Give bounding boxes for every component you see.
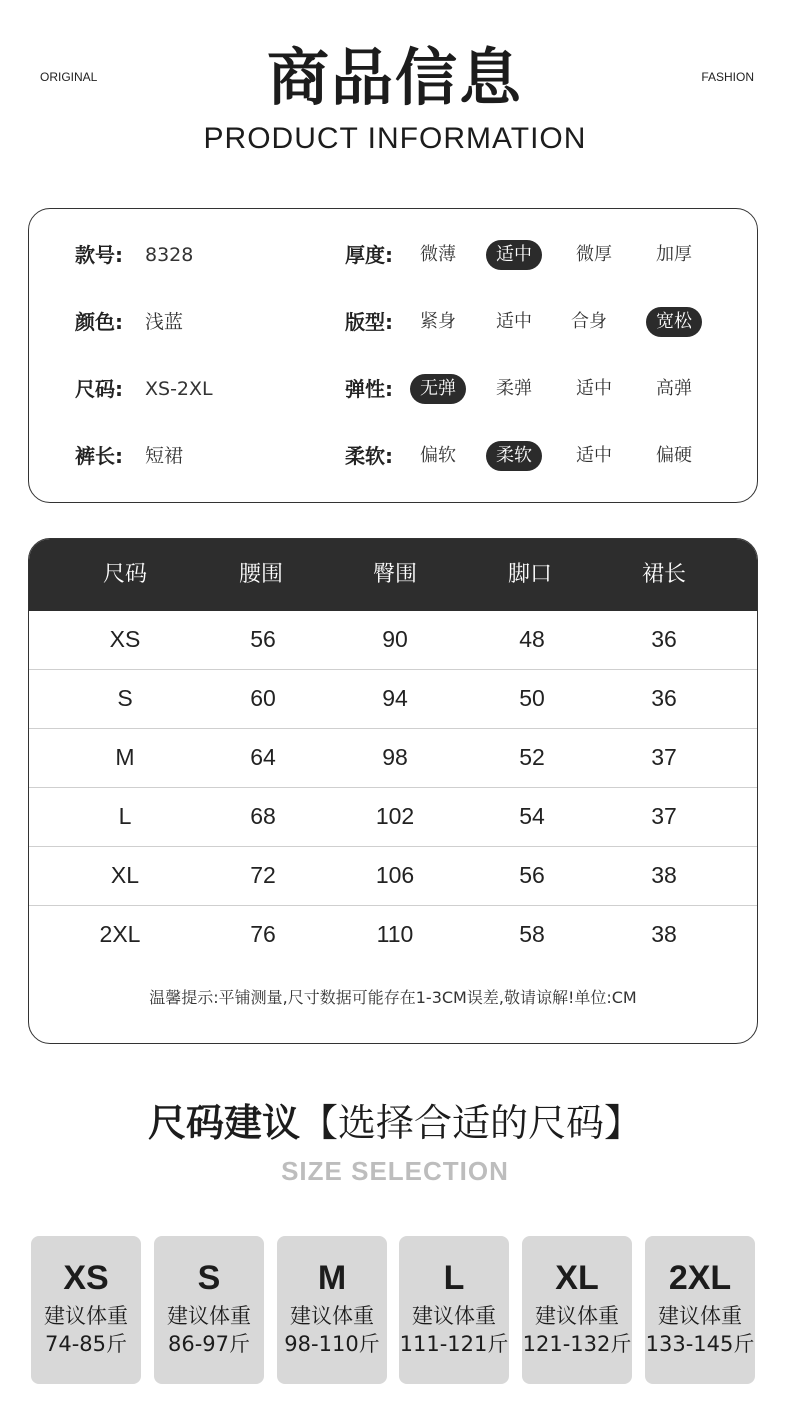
softness-option: 适中 bbox=[576, 445, 612, 466]
table-cell: 56 bbox=[519, 862, 545, 888]
column-header: 裙长 bbox=[641, 562, 686, 587]
table-cell: 64 bbox=[250, 744, 276, 770]
page-title: 商品信息 bbox=[266, 41, 523, 114]
size-card-xs bbox=[31, 1236, 141, 1384]
size-range-label: 尺码: bbox=[75, 377, 123, 401]
table-cell: 56 bbox=[250, 626, 276, 652]
size-card-xl bbox=[522, 1236, 632, 1384]
size-card-size: XL bbox=[555, 1259, 599, 1297]
thickness-option: 微厚 bbox=[576, 244, 612, 265]
table-cell: M bbox=[115, 744, 135, 770]
softness-option: 偏软 bbox=[420, 445, 456, 466]
table-cell: 2XL bbox=[99, 921, 141, 947]
info-row bbox=[29, 238, 757, 272]
table-cell: S bbox=[117, 685, 133, 711]
table-cell: 36 bbox=[651, 626, 677, 652]
table-row bbox=[29, 847, 757, 906]
thickness-option: 微薄 bbox=[420, 244, 456, 265]
size-card-label: 建议体重 bbox=[290, 1304, 374, 1328]
size-card-label: 建议体重 bbox=[658, 1304, 742, 1328]
fit-option: 合身 bbox=[571, 311, 607, 332]
softness-label: 柔软: bbox=[345, 444, 393, 468]
size-selection-subtitle: SIZE SELECTION bbox=[281, 1156, 509, 1186]
table-cell: 76 bbox=[250, 921, 276, 947]
size-selection-title-rest: 【选择合适的尺码】 bbox=[300, 1101, 643, 1145]
length-value: 短裙 bbox=[145, 445, 184, 467]
table-cell: 60 bbox=[250, 685, 276, 711]
table-cell: 37 bbox=[651, 803, 677, 829]
size-card-weight: 86-97斤 bbox=[167, 1332, 251, 1356]
softness-option-selected: 柔软 bbox=[486, 441, 542, 471]
info-row bbox=[29, 305, 757, 339]
size-selection-title bbox=[0, 1098, 790, 1148]
table-row bbox=[29, 611, 757, 670]
size-card-s bbox=[154, 1236, 264, 1384]
size-range-value: XS-2XL bbox=[145, 378, 213, 400]
column-header: 尺码 bbox=[102, 562, 147, 587]
elasticity-label: 弹性: bbox=[345, 377, 393, 401]
table-cell: 98 bbox=[382, 744, 408, 770]
size-selection-title-bold: 尺码建议 bbox=[147, 1101, 300, 1145]
size-card-size: M bbox=[317, 1259, 347, 1297]
table-row bbox=[29, 670, 757, 729]
fit-option-selected: 宽松 bbox=[646, 307, 702, 337]
table-cell: 58 bbox=[519, 921, 545, 947]
size-card-size: S bbox=[197, 1259, 221, 1297]
table-cell: 110 bbox=[376, 921, 414, 947]
size-card-weight: 121-132斤 bbox=[522, 1332, 632, 1356]
column-header: 脚口 bbox=[507, 562, 552, 587]
elasticity-option: 柔弹 bbox=[496, 378, 532, 399]
softness-option: 偏硬 bbox=[656, 445, 692, 466]
style-number-label: 款号: bbox=[75, 243, 123, 267]
fit-label: 版型: bbox=[345, 310, 393, 334]
size-card-weight: 111-121斤 bbox=[399, 1332, 509, 1356]
size-card-label: 建议体重 bbox=[167, 1304, 251, 1328]
table-header bbox=[29, 539, 757, 611]
size-card-weight: 74-85斤 bbox=[44, 1332, 128, 1356]
thickness-option-selected: 适中 bbox=[486, 240, 542, 270]
size-card-l bbox=[399, 1236, 509, 1384]
column-header: 腰围 bbox=[238, 562, 283, 587]
size-card-size: L bbox=[443, 1259, 465, 1297]
table-cell: 54 bbox=[519, 803, 545, 829]
table-cell: 50 bbox=[519, 685, 545, 711]
table-cell: 37 bbox=[651, 744, 677, 770]
size-card-label: 建议体重 bbox=[44, 1304, 128, 1328]
fit-option: 紧身 bbox=[420, 311, 456, 332]
fit-option: 适中 bbox=[496, 311, 532, 332]
info-row bbox=[29, 439, 757, 473]
size-card-weight: 98-110斤 bbox=[284, 1332, 380, 1356]
table-cell: 48 bbox=[519, 626, 545, 652]
column-header: 臀围 bbox=[372, 562, 417, 587]
elasticity-option-selected: 无弹 bbox=[410, 374, 466, 404]
color-value: 浅蓝 bbox=[145, 311, 184, 333]
table-row bbox=[29, 729, 757, 788]
table-cell: XS bbox=[109, 626, 141, 652]
corner-label-original: ORIGINAL bbox=[40, 70, 98, 84]
color-label: 颜色: bbox=[75, 310, 123, 334]
measurement-note: 温馨提示:平铺测量,尺寸数据可能存在1-3CM误差,敬请谅解!单位:CM bbox=[149, 988, 637, 1007]
table-row bbox=[29, 906, 757, 965]
table-cell: 94 bbox=[382, 685, 408, 711]
table-row bbox=[29, 788, 757, 847]
elasticity-option: 适中 bbox=[576, 378, 612, 399]
thickness-option: 加厚 bbox=[656, 244, 692, 265]
info-row bbox=[29, 372, 757, 406]
size-card-weight: 133-145斤 bbox=[645, 1332, 755, 1356]
page-subtitle: PRODUCT INFORMATION bbox=[203, 122, 587, 155]
table-cell: 36 bbox=[651, 685, 677, 711]
size-card-label: 建议体重 bbox=[535, 1304, 619, 1328]
size-chart-table bbox=[28, 538, 758, 1044]
product-info-card bbox=[28, 208, 758, 503]
size-card-m bbox=[277, 1236, 387, 1384]
table-cell: L bbox=[118, 803, 132, 829]
style-number-value: 8328 bbox=[145, 244, 194, 266]
table-cell: 38 bbox=[651, 921, 677, 947]
elasticity-option: 高弹 bbox=[656, 378, 692, 399]
size-card-size: XS bbox=[63, 1259, 109, 1297]
table-cell: 72 bbox=[250, 862, 276, 888]
table-cell: 106 bbox=[375, 862, 415, 888]
corner-label-fashion: FASHION bbox=[701, 70, 754, 84]
table-cell: 102 bbox=[375, 803, 415, 829]
length-label: 裤长: bbox=[75, 444, 123, 468]
size-card-size: 2XL bbox=[668, 1259, 732, 1297]
table-cell: 68 bbox=[250, 803, 276, 829]
size-card-2xl bbox=[645, 1236, 755, 1384]
table-cell: 90 bbox=[382, 626, 408, 652]
size-card-label: 建议体重 bbox=[412, 1304, 496, 1328]
table-cell: 38 bbox=[651, 862, 677, 888]
thickness-label: 厚度: bbox=[345, 243, 393, 267]
table-cell: XL bbox=[110, 862, 140, 888]
table-cell: 52 bbox=[519, 744, 545, 770]
